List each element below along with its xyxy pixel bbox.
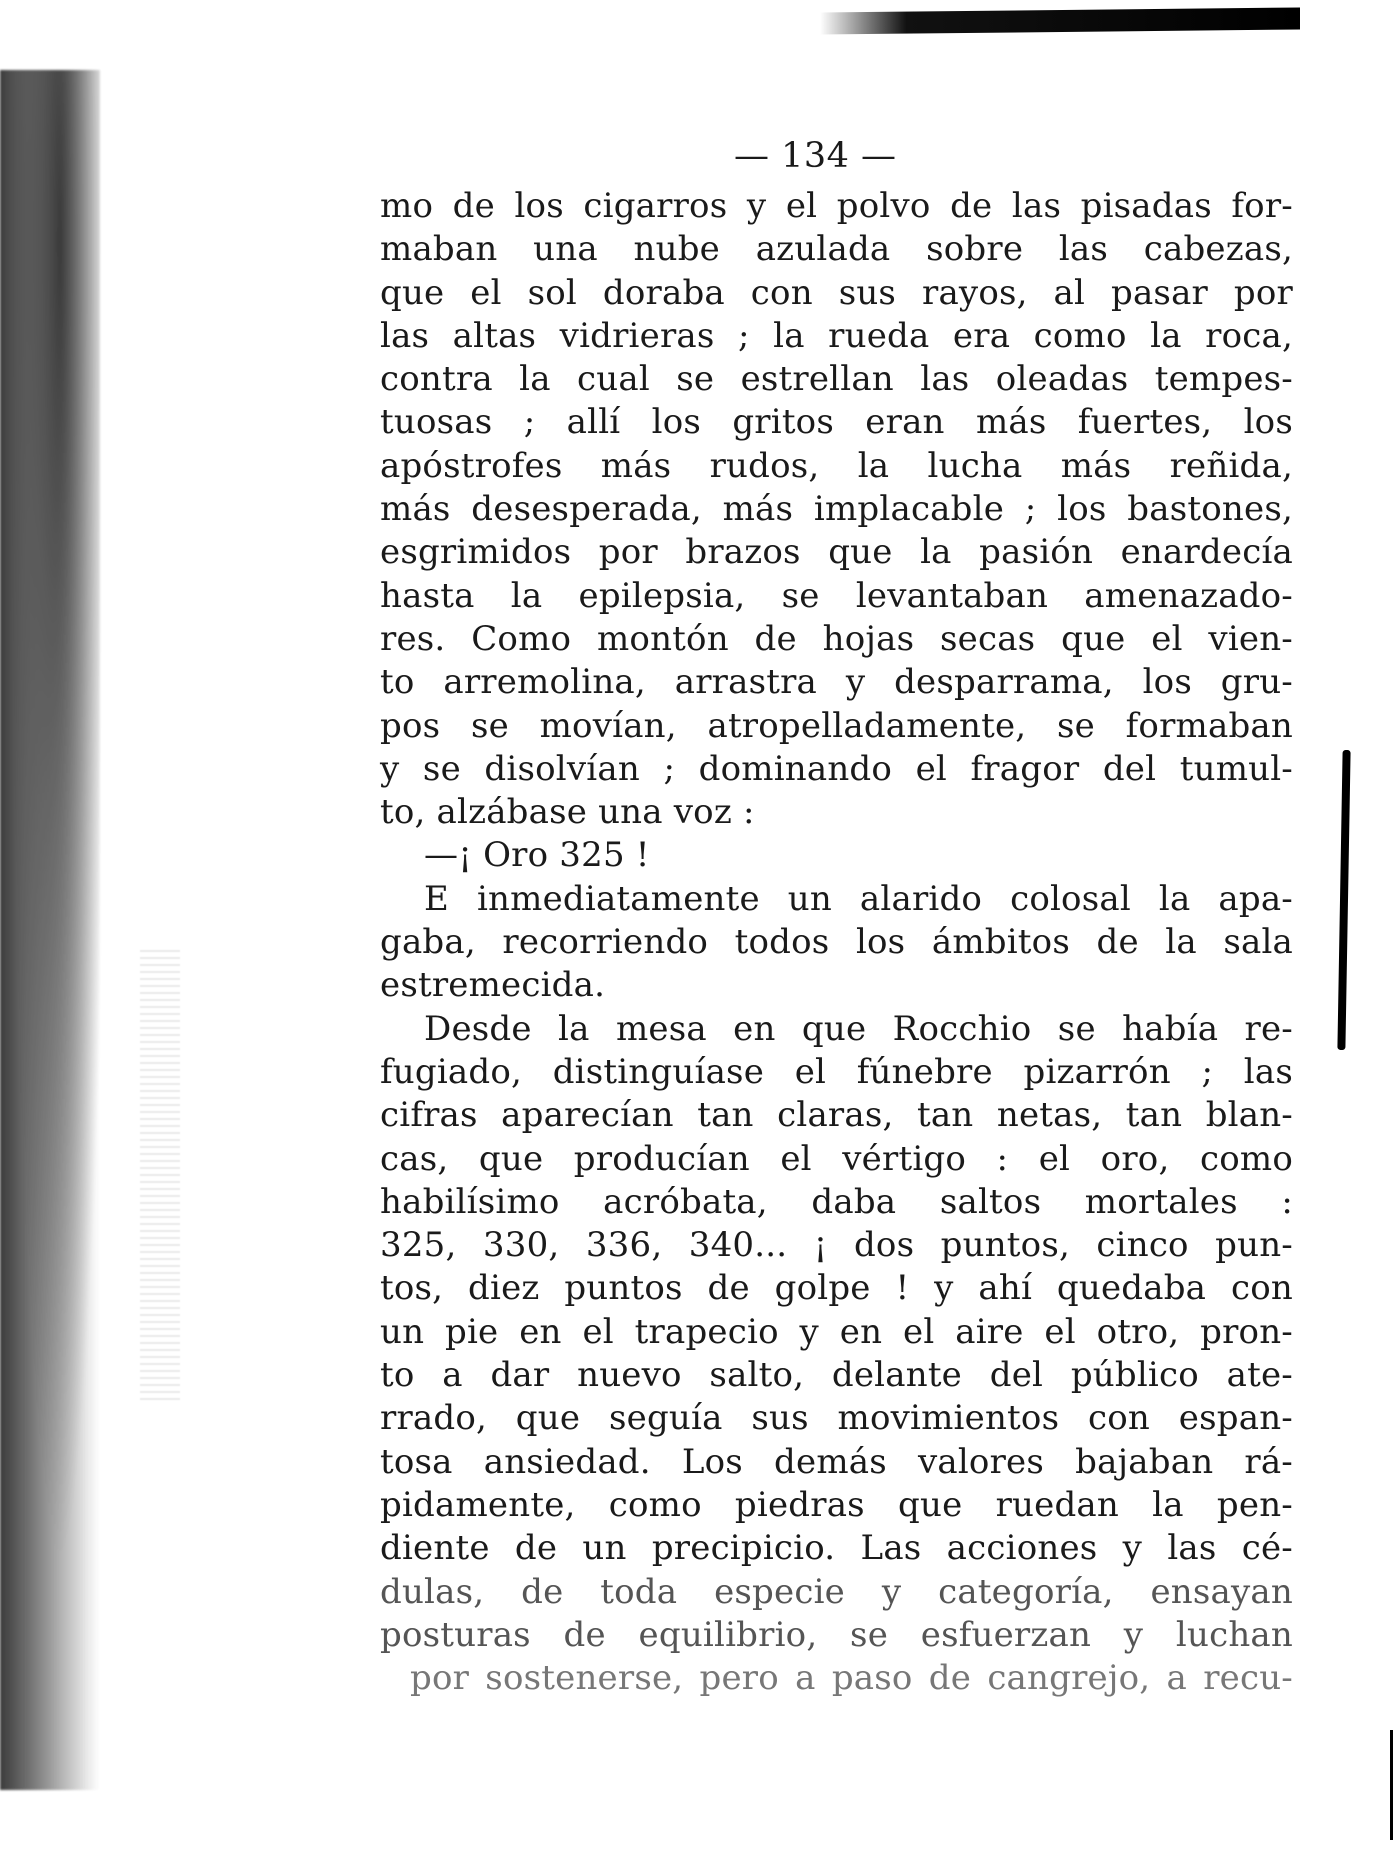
text-line: 325, 330, 336, 340... ¡ dos puntos, cinco pun- — [380, 1225, 1293, 1266]
page-number: — 134 — — [734, 136, 897, 176]
text-line: estremecida. — [380, 965, 606, 1006]
text-line: cifras aparecían tan claras, tan netas, tan blan- — [380, 1095, 1293, 1136]
text-line: to arremolina, arrastra y desparrama, los gru- — [380, 662, 1293, 703]
text-line: gaba, recorriendo todos los ámbitos de la sala — [380, 922, 1293, 963]
scan-top-rule — [820, 7, 1300, 34]
text-line: Desde la mesa en que Rocchio se había re- — [424, 1008, 1293, 1049]
text-line: E inmediatamente un alarido colosal la apa- — [424, 878, 1293, 919]
text-line: habilísimo acróbata, daba saltos mortales : — [380, 1181, 1293, 1222]
text-line: diente de un precipicio. Las acciones y las cé- — [380, 1528, 1293, 1569]
text-line: fugiado, distinguíase el fúnebre pizarrón ; las — [380, 1051, 1293, 1092]
text-line-dialogue: —¡ Oro 325 ! — [424, 835, 650, 876]
text-line: dulas, de toda especie y categoría, ensayan — [380, 1571, 1293, 1612]
text-line: un pie en el trapecio y en el aire el otro, pron- — [380, 1311, 1293, 1352]
text-line: apóstrofes más rudos, la lucha más reñida, — [380, 445, 1293, 486]
text-line: mo de los cigarros y el polvo de las pisadas for- — [380, 186, 1293, 226]
text-line: to a dar nuevo salto, delante del público ate- — [380, 1355, 1293, 1396]
text-line: rrado, que seguía sus movimientos con espan- — [380, 1398, 1293, 1439]
text-line: contra la cual se estrellan las oleadas tempes- — [380, 359, 1293, 400]
text-line: to, alzábase una voz : — [380, 792, 755, 833]
text-line: por sostenerse, pero a paso de cangrejo, a recu- — [410, 1658, 1293, 1699]
text-line: que el sol doraba con sus rayos, al pasar por — [380, 272, 1293, 313]
text-line: posturas de equilibrio, se esfuerzan y luchan — [380, 1614, 1293, 1655]
text-line: las altas vidrieras ; la rueda era como la roca, — [380, 315, 1293, 356]
scan-left-specks — [140, 950, 180, 1400]
text-line: esgrimidos por brazos que la pasión enardecía — [380, 532, 1293, 573]
text-line: res. Como montón de hojas secas que el vien- — [380, 618, 1293, 659]
scan-right-edge-mark — [1390, 1730, 1393, 1840]
text-line: pidamente, como piedras que ruedan la pen- — [380, 1484, 1293, 1525]
text-line: cas, que producían el vértigo : el oro, como — [380, 1138, 1293, 1179]
text-line: tos, diez puntos de golpe ! y ahí quedaba con — [380, 1268, 1293, 1309]
text-line: pos se movían, atropelladamente, se formaban — [380, 705, 1293, 746]
text-line: maban una nube azulada sobre las cabezas, — [380, 229, 1293, 270]
text-line: y se disolvían ; dominando el fragor del tumul- — [380, 748, 1293, 789]
text-line: más desesperada, más implacable ; los bastones, — [380, 489, 1293, 530]
text-line: tosa ansiedad. Los demás valores bajaban rá- — [380, 1441, 1293, 1482]
text-line: hasta la epilepsia, se levantaban amenazado- — [380, 575, 1293, 616]
scan-right-bar — [1337, 750, 1350, 1050]
body-text — [380, 185, 1293, 1700]
scan-left-edge-shadow — [0, 70, 100, 1790]
text-line: tuosas ; allí los gritos eran más fuertes, los — [380, 402, 1293, 443]
